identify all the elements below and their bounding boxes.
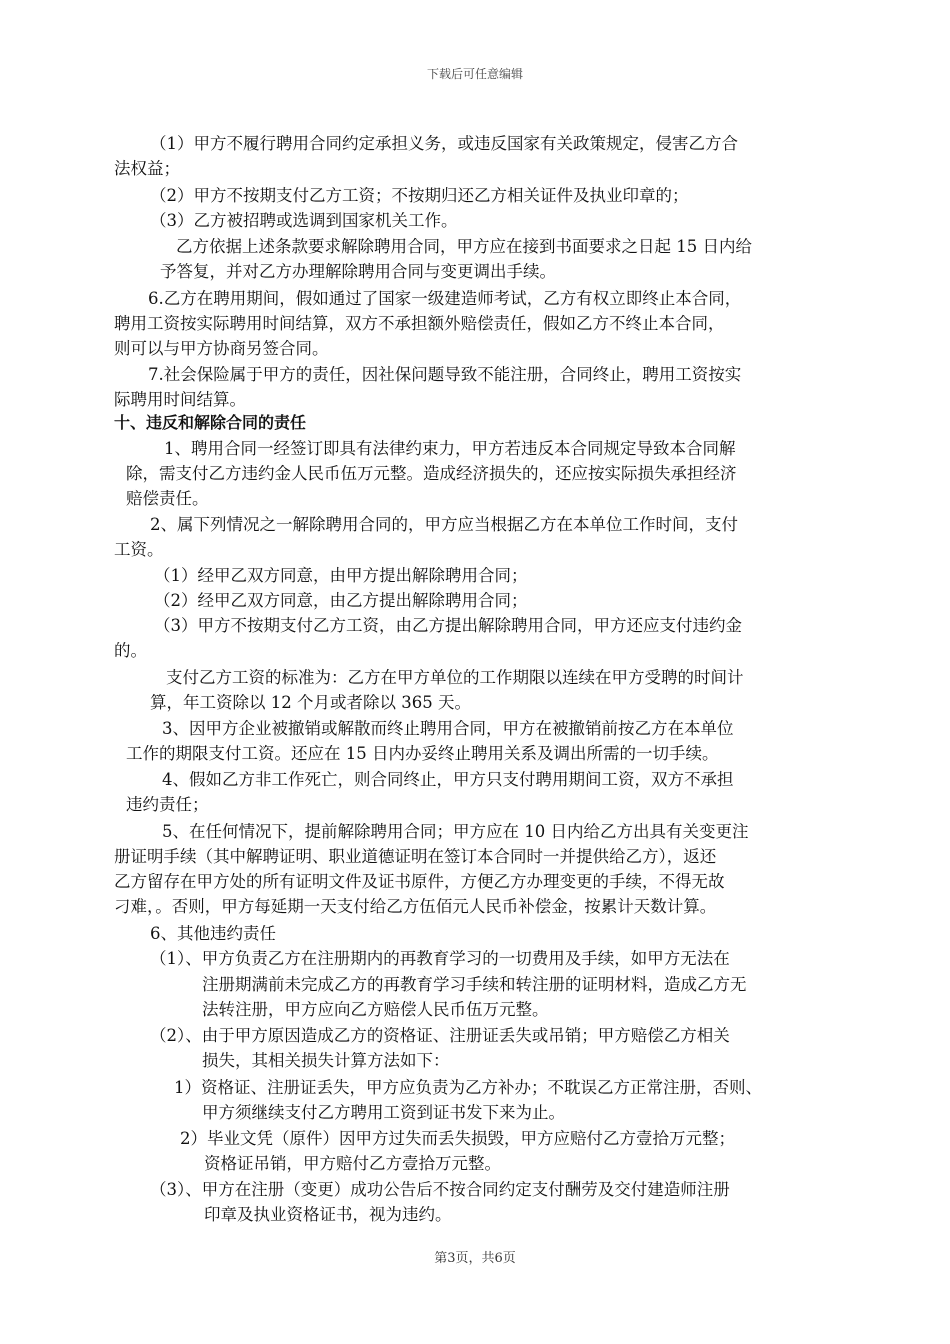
text-line: 1、聘用合同一经签订即具有法律约束力，甲方若违反本合同规定导致本合同解 xyxy=(164,439,736,458)
text-line: （2）、由于甲方原因造成乙方的资格证、注册证丢失或吊销；甲方赔偿乙方相关 xyxy=(150,1026,730,1045)
text-line: （3）甲方不按期支付乙方工资，由乙方提出解除聘用合同，甲方还应支付违约金 xyxy=(154,616,742,635)
text-line: （1）经甲乙双方同意，由甲方提出解除聘用合同； xyxy=(154,566,528,585)
text-line: 5、在任何情况下，提前解除聘用合同；甲方应在 10 日内给乙方出具有关变更注 xyxy=(162,822,749,841)
text-line: 3、因甲方企业被撤销或解散而终止聘用合同，甲方在被撤销前按乙方在本单位 xyxy=(162,719,734,738)
text-line: 资格证吊销，甲方赔付乙方壹拾万元整。 xyxy=(204,1154,501,1173)
text-line: 违约责任； xyxy=(126,795,209,814)
text-line: 算，年工资除以 12 个月或者除以 365 天。 xyxy=(150,693,471,712)
text-line: 赔偿责任。 xyxy=(126,489,209,508)
text-line: 6、其他违约责任 xyxy=(150,924,276,943)
text-line: 予答复，并对乙方办理解除聘用合同与变更调出手续。 xyxy=(160,262,556,281)
text-line: （3）、甲方在注册（变更）成功公告后不按合同约定支付酬劳及交付建造师注册 xyxy=(150,1180,730,1199)
text-line: 4、假如乙方非工作死亡，则合同终止，甲方只支付聘用期间工资，双方不承担 xyxy=(162,770,734,789)
text-line: 工作的期限支付工资。还应在 15 日内办妥终止聘用关系及调出所需的一切手续。 xyxy=(126,744,719,763)
text-line: 印章及执业资格证书，视为违约。 xyxy=(204,1205,452,1224)
text-line: 刁难，。否则，甲方每延期一天支付给乙方伍佰元人民币补偿金，按累计天数计算。 xyxy=(114,897,717,916)
text-line: 乙方留存在甲方处的所有证明文件及证书原件，方便乙方办理变更的手续，不得无故 xyxy=(114,872,725,891)
text-line: 甲方须继续支付乙方聘用工资到证书发下来为止。 xyxy=(202,1103,565,1122)
section-heading: 十、违反和解除合同的责任 xyxy=(114,413,307,432)
text-line: 7.社会保险属于甲方的责任，因社保问题导致不能注册，合同终止，聘用工资按实 xyxy=(148,365,742,384)
text-line: 册证明手续（其中解聘证明、职业道德证明在签订本合同时一并提供给乙方），返还 xyxy=(114,847,717,866)
text-line: 6.乙方在聘用期间，假如通过了国家一级建造师考试，乙方有权立即终止本合同， xyxy=(148,289,742,308)
text-line: 注册期满前未完成乙方的再教育学习手续和转注册的证明材料，造成乙方无 xyxy=(202,975,747,994)
text-line: 除，需支付乙方违约金人民币伍万元整。造成经济损失的，还应按实际损失承担经济 xyxy=(126,464,737,483)
text-line: 聘用工资按实际聘用时间结算，双方不承担额外赔偿责任，假如乙方不终止本合同， xyxy=(114,314,725,333)
text-line: 2）毕业文凭（原件）因甲方过失而丢失损毁，甲方应赔付乙方壹拾万元整； xyxy=(180,1129,735,1148)
text-line: 际聘用时间结算。 xyxy=(114,390,246,409)
text-line: 损失，其相关损失计算方法如下： xyxy=(202,1051,450,1070)
text-line: （3）乙方被招聘或选调到国家机关工作。 xyxy=(150,211,458,230)
text-line: 法转注册，甲方应向乙方赔偿人民币伍万元整。 xyxy=(202,1000,549,1019)
text-line: （1）甲方不履行聘用合同约定承担义务，或违反国家有关政策规定，侵害乙方合 xyxy=(150,134,738,153)
text-line: 工资。 xyxy=(114,540,164,559)
text-line: 乙方依据上述条款要求解除聘用合同，甲方应在接到书面要求之日起 15 日内给 xyxy=(176,237,752,256)
page-header: 下载后可任意编辑 xyxy=(426,67,523,81)
text-line: 支付乙方工资的标准为：乙方在甲方单位的工作期限以连续在甲方受聘的时间计 xyxy=(166,668,744,687)
text-line: 2、属下列情况之一解除聘用合同的，甲方应当根据乙方在本单位工作时间，支付 xyxy=(150,515,738,534)
text-line: 的。 xyxy=(114,641,147,660)
text-line: 1）资格证、注册证丢失，甲方应负责为乙方补办；不耽误乙方正常注册，否则、 xyxy=(174,1078,762,1097)
text-line: （2）甲方不按期支付乙方工资；不按期归还乙方相关证件及执业印章的； xyxy=(150,186,689,205)
text-line: 则可以与甲方协商另签合同。 xyxy=(114,339,329,358)
text-line: 法权益； xyxy=(114,159,180,178)
text-line: （1）、甲方负责乙方在注册期内的再教育学习的一切费用及手续，如甲方无法在 xyxy=(150,949,730,968)
text-line: （2）经甲乙双方同意，由乙方提出解除聘用合同； xyxy=(154,591,528,610)
page-footer: 第3页，共6页 xyxy=(434,1251,516,1266)
